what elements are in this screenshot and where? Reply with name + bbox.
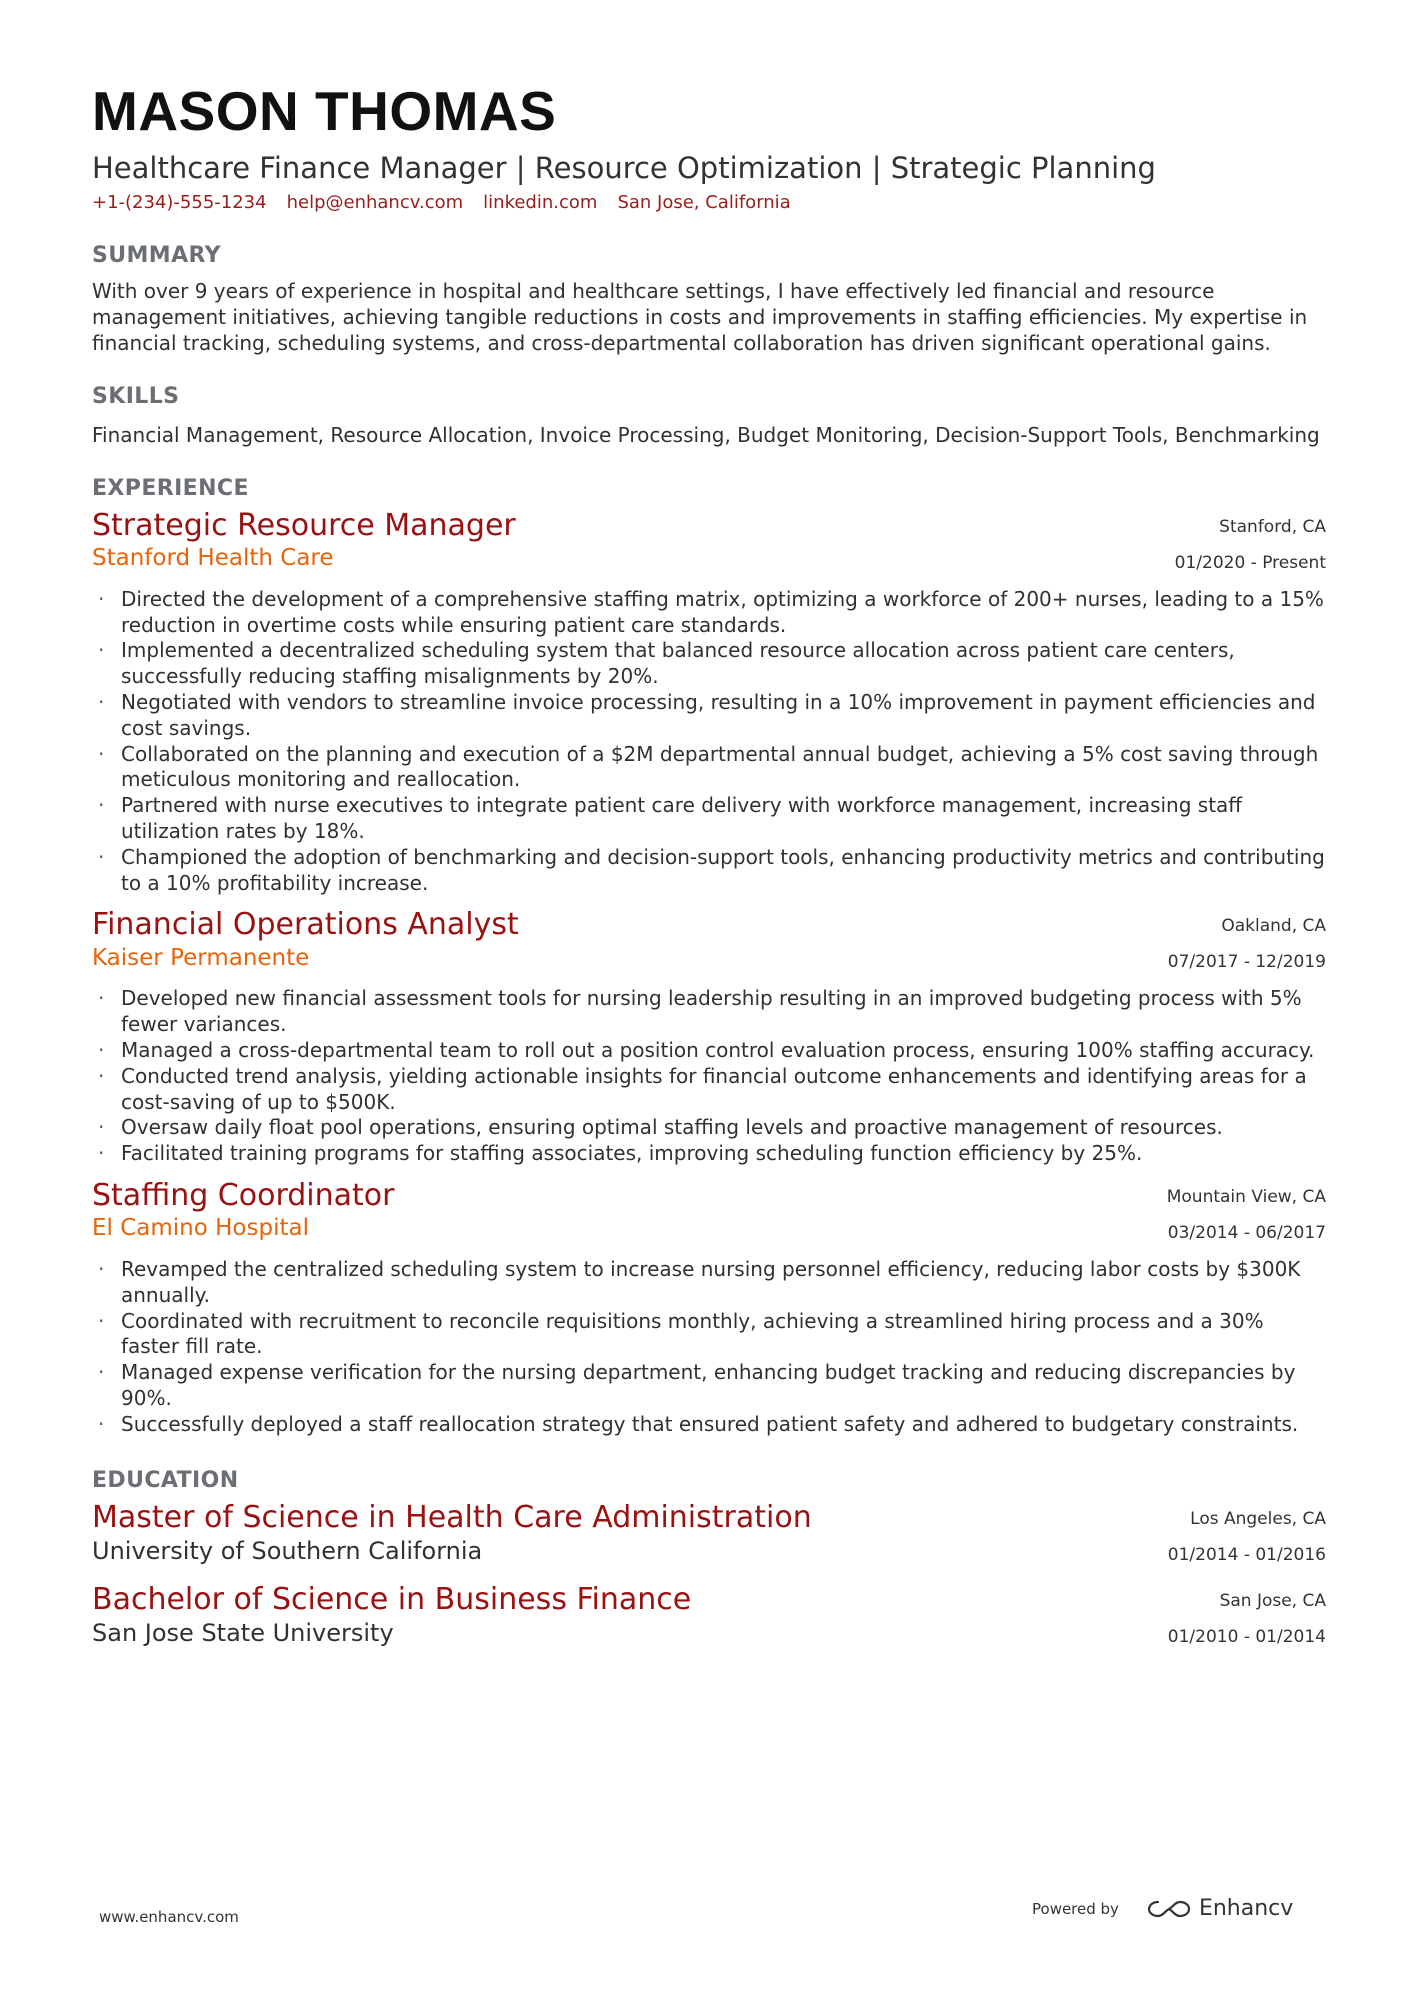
experience-entry — [92, 509, 1326, 897]
education-entry — [92, 1501, 1326, 1573]
education-list — [92, 1501, 1326, 1655]
company-name: Stanford Health Care — [92, 545, 334, 572]
location-text: San Jose, California — [617, 191, 791, 213]
company-name: El Camino Hospital — [92, 1215, 309, 1242]
company-name: Kaiser Permanente — [92, 944, 310, 971]
enhancv-logo[interactable] — [1147, 1896, 1293, 1921]
experience-entry-meta — [1167, 1179, 1326, 1251]
achievement-item: · Collaborated on the planning and execution of a $2M departmental annual budget, achieving a 5% cost saving through meticulous monitoring and reallocation. — [92, 742, 1326, 794]
school-name: San Jose State University — [92, 1619, 394, 1648]
education-dates: 01/2010 - 01/2014 — [1167, 1626, 1326, 1647]
phone-link[interactable]: +1-(234)-555-1234 — [92, 191, 267, 213]
achievement-item: · Oversaw daily float pool operations, ensuring optimal staffing levels and proactive management of resources. — [92, 1115, 1326, 1141]
education-entry-title-block — [92, 1501, 812, 1566]
achievement-item: · Partnered with nurse executives to integrate patient care delivery with workforce management, increasing staff utilization rates by 18%. — [92, 793, 1326, 845]
job-location: Stanford, CA — [1219, 516, 1326, 537]
experience-list — [92, 509, 1326, 1438]
education-entry — [92, 1583, 1326, 1655]
experience-entry-title-block — [92, 908, 519, 972]
candidate-headline: Healthcare Finance Manager | Resource Optimization | Strategic Planning — [92, 151, 1156, 185]
experience-entry-meta — [1175, 509, 1326, 581]
email-link[interactable]: help@enhancv.com — [286, 191, 464, 213]
achievement-item: · Directed the development of a comprehensive staffing matrix, optimizing a workforce of 200+ nurses, leading to a 15% reduction in overtime costs while ensuring patient care standards. — [92, 587, 1326, 639]
job-dates: 07/2017 - 12/2019 — [1167, 952, 1326, 973]
job-title: Staffing Coordinator — [92, 1177, 395, 1213]
achievement-list — [92, 1257, 1326, 1438]
experience-heading: EXPERIENCE — [92, 475, 249, 501]
contact-bar — [92, 192, 1326, 213]
footer-branding — [1032, 1896, 1293, 1921]
school-name: University of Southern California — [92, 1537, 483, 1566]
powered-by-label: Powered by — [1032, 1899, 1119, 1918]
experience-entry-header — [92, 1179, 1326, 1251]
degree-title: Master of Science in Health Care Administration — [92, 1499, 812, 1535]
achievement-item: · Managed a cross-departmental team to roll out a position control evaluation process, ensuring 100% staffing accuracy. — [92, 1038, 1326, 1064]
education-entry-header — [92, 1583, 1326, 1655]
experience-entry — [92, 908, 1326, 1167]
education-entry-title-block — [92, 1583, 691, 1648]
job-dates: 01/2020 - Present — [1174, 552, 1326, 573]
job-title: Financial Operations Analyst — [92, 907, 519, 943]
education-entry-header — [92, 1501, 1326, 1573]
education-location: Los Angeles, CA — [1190, 1508, 1326, 1529]
brand-name: Enhancv — [1198, 1896, 1294, 1921]
experience-entry-title-block — [92, 509, 516, 573]
achievement-item: · Coordinated with recruitment to reconcile requisitions monthly, achieving a streamlined hiring process and a 30% faster fill rate. — [92, 1309, 1326, 1361]
experience-entry-title-block — [92, 1179, 394, 1243]
summary-text: With over 9 years of experience in hospital and healthcare settings, I have effectively led financial and resource management initiatives, achieving tangible reductions in costs and improvements in staffing efficiencies. My expertise in financial tracking, scheduling systems, and cross-departmental collaboration has driven significant operational gains. — [92, 278, 1308, 355]
experience-entry-meta — [1168, 908, 1326, 980]
experience-entry-header — [92, 509, 1326, 581]
achievement-item: · Implemented a decentralized scheduling system that balanced resource allocation across patient care centers, successfully reducing staffing misalignments by 20%. — [92, 638, 1326, 690]
candidate-name: MASON THOMAS — [92, 80, 557, 142]
skills-text: Financial Management, Resource Allocation, Invoice Processing, Budget Monitoring, Decision-Support Tools, Benchmarking — [92, 422, 1320, 447]
footer-website[interactable]: www.enhancv.com — [99, 1908, 239, 1926]
experience-entry — [92, 1179, 1326, 1438]
job-dates: 03/2014 - 06/2017 — [1167, 1222, 1326, 1243]
achievement-item: · Managed expense verification for the nursing department, enhancing budget tracking and reducing discrepancies by 90%. — [92, 1360, 1326, 1412]
achievement-item: · Developed new financial assessment tools for nursing leadership resulting in an improved budgeting process with 5% fewer variances. — [92, 986, 1326, 1038]
achievement-item: · Revamped the centralized scheduling system to increase nursing personnel efficiency, reducing labor costs by $300K annually. — [92, 1257, 1326, 1309]
education-entry-meta — [1168, 1501, 1326, 1573]
education-entry-meta — [1168, 1583, 1326, 1655]
achievement-item: · Championed the adoption of benchmarking and decision-support tools, enhancing productivity metrics and contributing to a 10% profitability increase. — [92, 845, 1326, 897]
skills-heading: SKILLS — [92, 383, 180, 409]
job-location: Mountain View, CA — [1166, 1186, 1326, 1207]
job-location: Oakland, CA — [1221, 916, 1326, 937]
education-heading: EDUCATION — [92, 1467, 239, 1493]
summary-heading: SUMMARY — [92, 242, 221, 268]
achievement-item: · Conducted trend analysis, yielding actionable insights for financial outcome enhancements and identifying areas for a cost-saving of up to $500K. — [92, 1064, 1326, 1116]
job-title: Strategic Resource Manager — [92, 507, 516, 543]
achievement-list — [92, 587, 1326, 897]
achievement-item: · Successfully deployed a staff reallocation strategy that ensured patient safety and adhered to budgetary constraints. — [92, 1412, 1326, 1438]
experience-entry-header — [92, 908, 1326, 980]
enhancv-logo-icon — [1147, 1898, 1191, 1920]
achievement-item: · Negotiated with vendors to streamline invoice processing, resulting in a 10% improvement in payment efficiencies and cost savings. — [92, 690, 1326, 742]
achievement-item: · Facilitated training programs for staffing associates, improving scheduling function efficiency by 25%. — [92, 1141, 1326, 1167]
education-location: San Jose, CA — [1219, 1590, 1326, 1611]
degree-title: Bachelor of Science in Business Finance — [92, 1581, 692, 1617]
linkedin-link[interactable]: linkedin.com — [483, 191, 598, 213]
resume-page — [92, 72, 1326, 1655]
education-dates: 01/2014 - 01/2016 — [1167, 1544, 1326, 1565]
achievement-list — [92, 986, 1326, 1167]
